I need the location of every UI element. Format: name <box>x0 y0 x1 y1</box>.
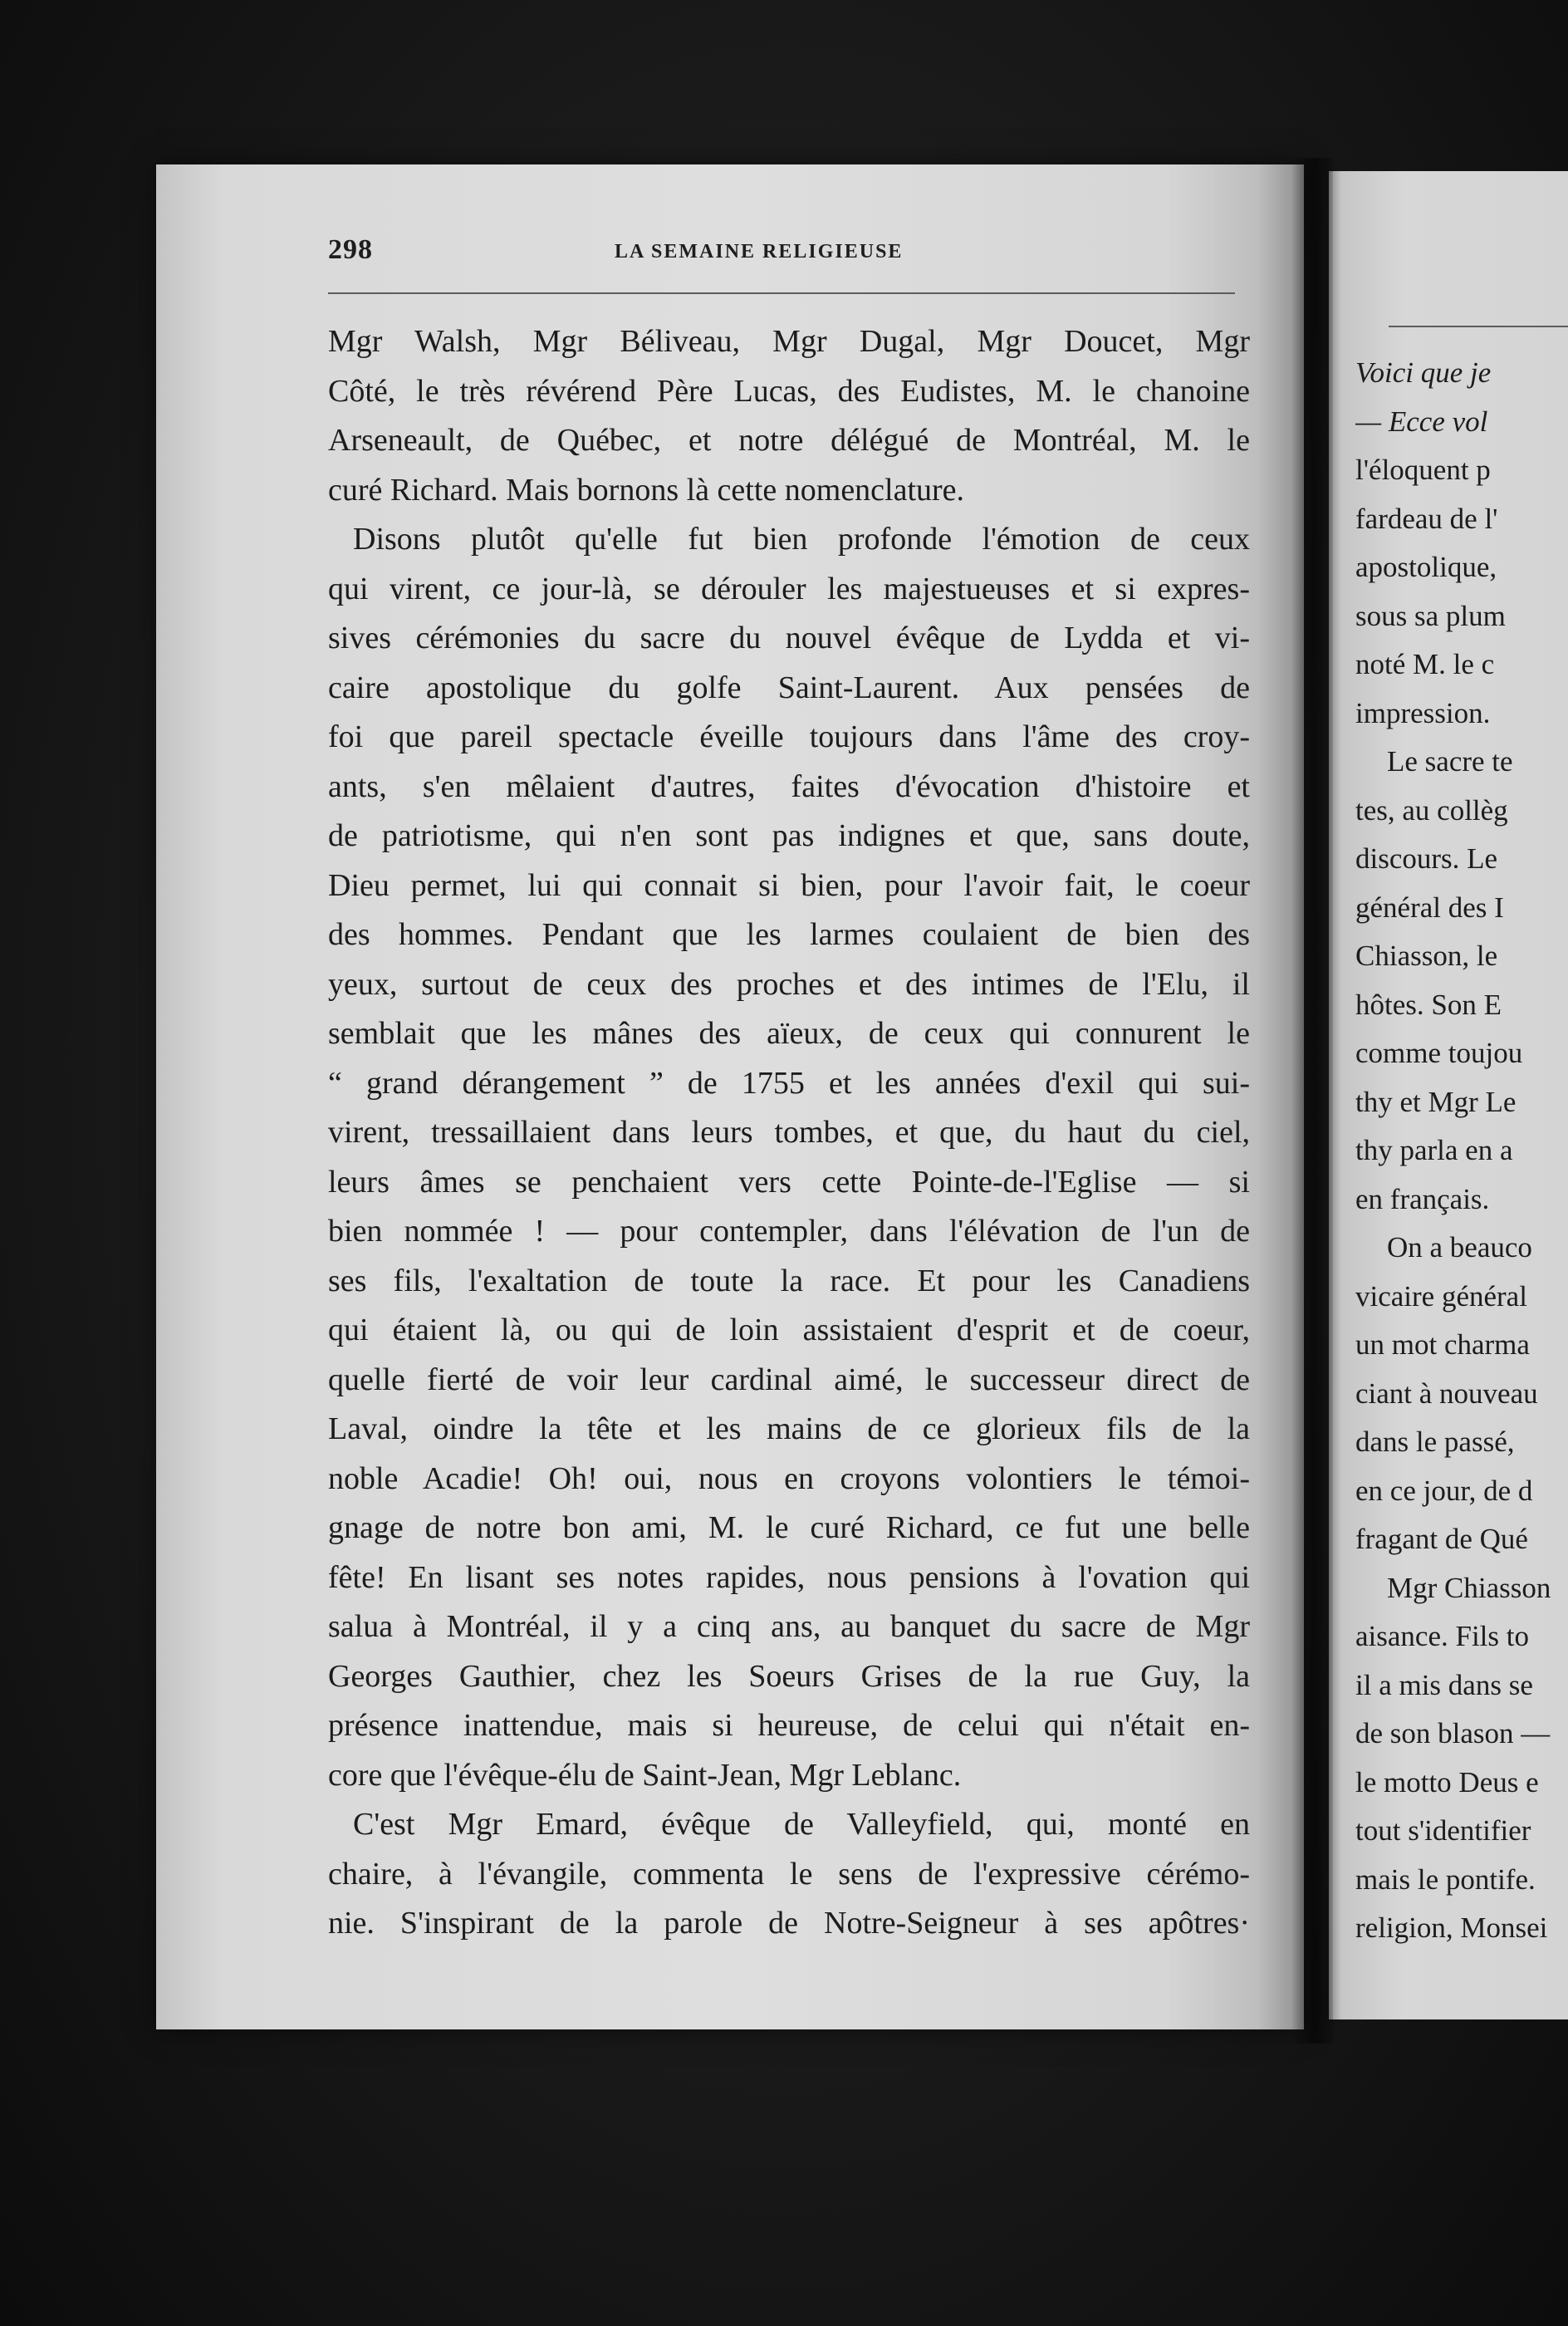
page-header <box>328 234 1250 276</box>
page-number: 298 <box>328 234 373 265</box>
text-line: religion, Monsei <box>1355 1911 1548 1944</box>
text-line: de son blason — <box>1355 1717 1551 1749</box>
text-line: hôtes. Son E <box>1355 988 1502 1021</box>
right-page-body-text <box>1355 349 1568 1953</box>
text-line: comme toujou <box>1355 1037 1523 1069</box>
text-line: de patriotisme, qui n'en sont pas indignes et que, sans doute, <box>328 818 1250 853</box>
text-line: qui virent, ce jour-là, se dérouler les majestueuses et si expres- <box>328 571 1250 606</box>
text-line: “ grand dérangement ” de 1755 et les années d'exil qui sui- <box>328 1065 1250 1101</box>
text-line: fragant de Qué <box>1355 1523 1528 1555</box>
text-line: gnage de notre bon ami, M. le curé Richard, ce fut une belle <box>328 1510 1250 1545</box>
text-line: il a mis dans se <box>1355 1668 1533 1701</box>
left-page-body-text <box>328 317 1250 1949</box>
text-line: sous sa plum <box>1355 599 1506 632</box>
text-line: général des I <box>1355 891 1504 924</box>
text-line: qui étaient là, ou qui de loin assistaient d'esprit et de coeur, <box>328 1313 1250 1347</box>
header-rule <box>328 292 1235 294</box>
text-line: sives cérémonies du sacre du nouvel évêque de Lydda et vi- <box>328 621 1250 655</box>
running-title: LA SEMAINE RELIGIEUSE <box>615 241 904 263</box>
text-line: vicaire général <box>1355 1279 1527 1313</box>
text-line: Disons plutôt qu'elle fut bien profonde l'émotion de ceux <box>353 522 1250 557</box>
text-line: thy parla en a <box>1355 1134 1513 1166</box>
text-line: en ce jour, de d <box>1355 1474 1533 1507</box>
text-line: virent, tressaillaient dans leurs tombes, et que, du haut du ciel, <box>328 1115 1250 1150</box>
text-line: Chiasson, le <box>1355 940 1498 972</box>
text-line: semblait que les mânes des aïeux, de ceux qui connurent le <box>328 1016 1250 1051</box>
text-line: Dieu permet, lui qui connait si bien, pour l'avoir fait, le coeur <box>328 867 1250 903</box>
text-line: des hommes. Pendant que les larmes coulaient de bien des <box>328 917 1250 952</box>
text-line: On a beauco <box>1387 1231 1532 1264</box>
text-line: core que l'évêque-élu de Saint-Jean, Mgr Leblanc. <box>328 1757 962 1793</box>
text-line: nie. S'inspirant de la parole de Notre-Seigneur à ses apôtres· <box>328 1906 1250 1941</box>
text-line: impression. <box>1355 696 1491 729</box>
text-line: C'est Mgr Emard, évêque de Valleyfield, qui, monté en <box>353 1807 1250 1842</box>
text-line: foi que pareil spectacle éveille toujours dans l'âme des croy- <box>328 719 1250 754</box>
text-line: leurs âmes se penchaient vers cette Pointe-de-l'Eglise — si <box>328 1164 1250 1200</box>
text-line: noble Acadie! Oh! oui, nous en croyons volontiers le témoi- <box>328 1460 1250 1496</box>
right-header-rule <box>1389 326 1568 327</box>
text-line: apostolique, <box>1355 551 1497 583</box>
text-line: Georges Gauthier, chez les Soeurs Grises de la rue Guy, la <box>328 1658 1250 1694</box>
text-line: tes, au collèg <box>1355 793 1508 827</box>
text-line: aisance. Fils to <box>1355 1620 1529 1652</box>
text-line: fête! En lisant ses notes rapides, nous pensions à l'ovation qui <box>328 1559 1250 1595</box>
text-line: ses fils, l'exaltation de toute la race. Et pour les Canadiens <box>328 1263 1250 1298</box>
text-line: yeux, surtout de ceux des proches et des intimes de l'Elu, il <box>328 966 1250 1002</box>
text-line: mais le pontife. <box>1355 1862 1536 1896</box>
text-line: — Ecce vol <box>1355 405 1488 438</box>
text-line: quelle fierté de voir leur cardinal aimé, le successeur direct de <box>328 1362 1250 1397</box>
text-line: un mot charma <box>1355 1328 1530 1361</box>
text-line: Arseneault, de Québec, et notre délégué de Montréal, M. le <box>328 423 1250 458</box>
text-line: salua à Montréal, il y a cinq ans, au banquet du sacre de Mgr <box>328 1609 1250 1644</box>
text-line: dans le passé, <box>1355 1426 1515 1458</box>
text-line: chaire, à l'évangile, commenta le sens de l'expressive cérémo- <box>328 1856 1250 1892</box>
text-line: bien nommée ! — pour contempler, dans l'élévation de l'un de <box>328 1214 1250 1249</box>
book-gutter <box>1291 158 1333 2044</box>
text-line: présence inattendue, mais si heureuse, de celui qui n'était en- <box>328 1708 1250 1743</box>
text-line: ciant à nouveau <box>1355 1376 1538 1410</box>
text-line: Voici que je <box>1355 356 1492 389</box>
text-line: Côté, le très révérend Père Lucas, des Eudistes, M. le chanoine <box>328 373 1250 409</box>
text-line: Mgr Chiasson <box>1387 1571 1551 1604</box>
text-line: Le sacre te <box>1387 745 1513 778</box>
text-line: tout s'identifier <box>1355 1814 1531 1847</box>
text-line: fardeau de l' <box>1355 502 1498 535</box>
text-line: discours. Le <box>1355 842 1498 875</box>
text-line: l'éloquent p <box>1355 454 1491 486</box>
text-line: Laval, oindre la tête et les mains de ce glorieux fils de la <box>328 1411 1250 1446</box>
text-line: en français. <box>1355 1182 1490 1215</box>
text-line: curé Richard. Mais bornons là cette nomenclature. <box>328 472 965 508</box>
text-line: caire apostolique du golfe Saint-Laurent. Aux pensées de <box>328 670 1250 705</box>
text-line: thy et Mgr Le <box>1355 1085 1517 1118</box>
text-line: noté M. le c <box>1355 648 1495 680</box>
text-line: ants, s'en mêlaient d'autres, faites d'évocation d'histoire et <box>328 768 1250 804</box>
text-line: Mgr Walsh, Mgr Béliveau, Mgr Dugal, Mgr Doucet, Mgr <box>328 324 1250 359</box>
text-line: le motto Deus e <box>1355 1765 1539 1798</box>
